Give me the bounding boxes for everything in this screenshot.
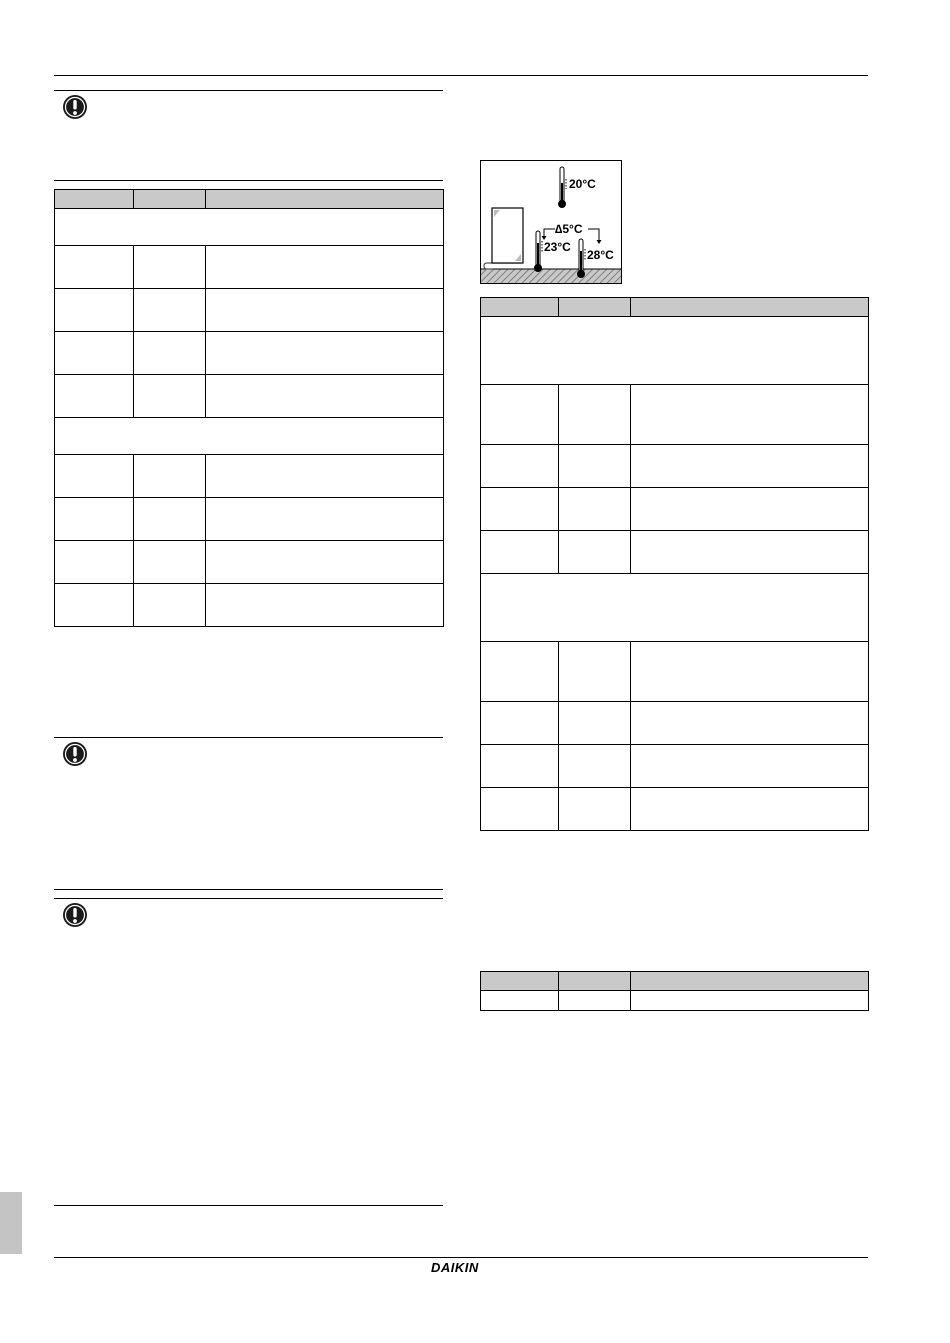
table-cell [481,642,559,702]
table-row [55,246,444,289]
warning-icon [62,902,88,928]
thermometer-icon [558,200,566,208]
table-cell [481,991,559,1011]
table-row [55,584,444,627]
side-tab [0,1192,22,1254]
header-cell [55,190,134,209]
table-cell [631,702,869,745]
note-rule-top [54,898,443,899]
note-rule-top [54,90,443,91]
table-cell [134,541,206,584]
table-row [55,375,444,418]
table-cell [134,332,206,375]
temp-label-right: 28°C [587,248,614,262]
table-row [481,531,869,574]
settings-table-small [480,971,869,1011]
table-row [55,289,444,332]
floor-pipe [484,263,521,269]
header-cell [631,298,869,317]
table-cell [481,385,559,445]
section-cell [481,574,869,642]
section-cell [55,418,444,455]
table-cell [134,584,206,627]
table-cell [559,642,631,702]
table-cell [559,991,631,1011]
table-header-row [55,190,444,209]
table-cell [55,498,134,541]
table-row [55,332,444,375]
table-cell [55,455,134,498]
header-cell [631,972,869,991]
table-cell [55,541,134,584]
table-cell [206,498,444,541]
table-header-row [481,972,869,991]
table-cell [559,702,631,745]
header-cell [559,972,631,991]
header-cell [134,190,206,209]
table-cell [631,745,869,788]
header-cell [559,298,631,317]
table-row [481,991,869,1011]
underfloor-heating-figure [480,160,622,284]
table-cell [481,531,559,574]
table-row [481,788,869,831]
daikin-logo [430,1259,494,1275]
section-cell [481,317,869,385]
note-rule-bottom [54,180,443,181]
warning-icon [62,741,88,767]
note-rule-bottom [54,1205,443,1206]
table-cell [559,531,631,574]
table-row [55,498,444,541]
table-cell [134,289,206,332]
table-cell [559,445,631,488]
settings-table-right [480,297,869,831]
header-cell [481,972,559,991]
floor-hatch [481,269,621,283]
table-cell [631,788,869,831]
table-cell [206,289,444,332]
header-cell [481,298,559,317]
table-row [55,455,444,498]
thermometer-icon [577,270,585,278]
table-cell [631,531,869,574]
table-cell [631,642,869,702]
note-rule-bottom [54,889,443,890]
table-cell [134,455,206,498]
table-cell [559,385,631,445]
table-row [481,642,869,702]
temp-label-top: 20°C [569,177,596,191]
warning-icon [62,94,88,120]
table-cell [631,385,869,445]
table-row [481,702,869,745]
table-cell [55,289,134,332]
table-row [481,745,869,788]
table-section-row [481,317,869,385]
indoor-unit [492,208,523,263]
table-cell [559,488,631,531]
table-cell [206,541,444,584]
table-cell [206,455,444,498]
settings-table-left [54,189,444,627]
table-cell [134,498,206,541]
svg-text:DAIKIN: DAIKIN [431,1260,479,1275]
table-cell [206,332,444,375]
table-cell [481,488,559,531]
thermometer-icon [534,264,542,272]
temp-delta-label: ∆5°C [555,222,583,236]
table-cell [134,246,206,289]
table-row [481,385,869,445]
table-cell [481,788,559,831]
table-cell [631,991,869,1011]
table-section-row [481,574,869,642]
table-cell [481,745,559,788]
note-rule-top [54,737,443,738]
table-cell [206,375,444,418]
table-cell [134,375,206,418]
section-cell [55,209,444,246]
table-cell [631,445,869,488]
header-rule [54,75,868,76]
table-cell [55,332,134,375]
table-cell [559,745,631,788]
table-cell [206,246,444,289]
table-cell [559,788,631,831]
table-cell [55,375,134,418]
table-header-row [481,298,869,317]
table-cell [481,702,559,745]
temp-label-left: 23°C [544,240,571,254]
footer-rule [54,1257,868,1258]
table-row [481,445,869,488]
table-cell [55,246,134,289]
header-cell [206,190,444,209]
table-row [55,541,444,584]
table-cell [206,584,444,627]
table-cell [631,488,869,531]
table-cell [55,584,134,627]
table-cell [481,445,559,488]
table-section-row [55,209,444,246]
table-section-row [55,418,444,455]
table-row [481,488,869,531]
